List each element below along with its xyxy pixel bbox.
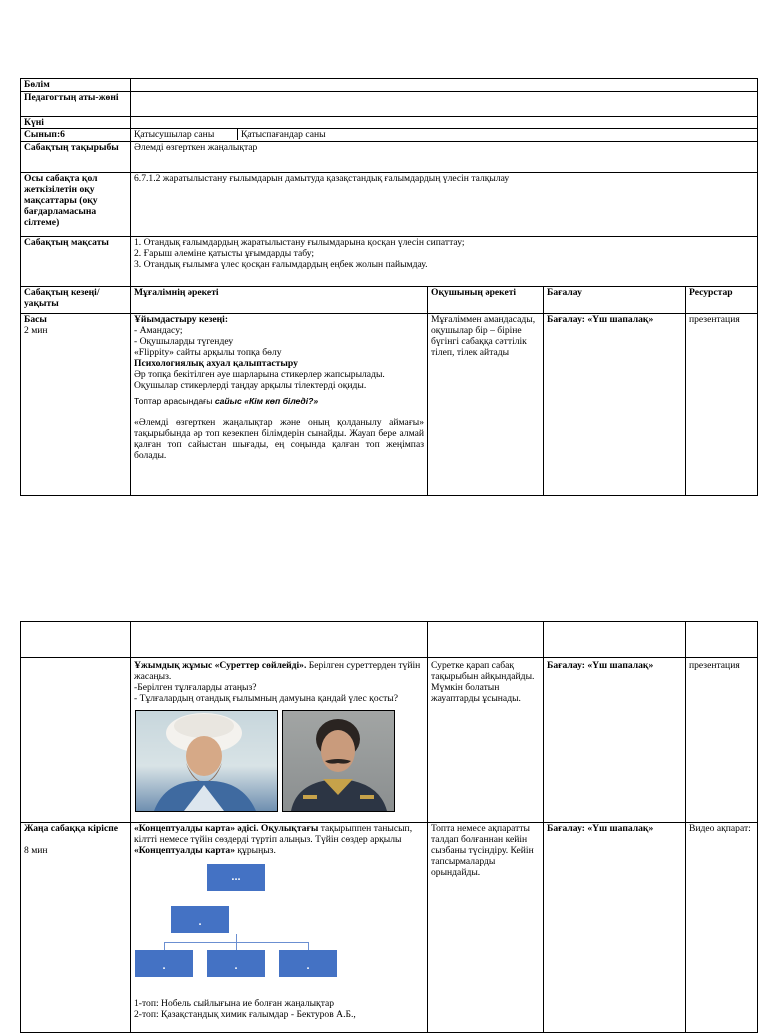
psych-title: Психологиялық ахуал қалыптастыру <box>134 358 298 369</box>
stage-cell-empty <box>21 658 131 823</box>
resource: презентация <box>686 314 758 496</box>
objectives-value: 6.7.1.2 жаратылыстану ғылымдарын дамытуда қазақстандық ғалымдардың үлесін талқылау <box>131 173 758 237</box>
concept-box-mid: . <box>171 906 229 933</box>
student-activity-1: Суретке қарап сабақ тақырыбын айқындайды. Мүмкін болатын жауаптарды ұсынады. <box>428 658 544 823</box>
teacher-label: Педагогтың аты-жөні <box>21 92 131 117</box>
concept-textbook: Оқулықтағы <box>260 823 319 834</box>
org-item: - Оқушыларды түгендеу <box>134 336 234 347</box>
stage-name: Басы <box>24 314 47 325</box>
header-student: Оқушының әрекеті <box>428 287 544 314</box>
header-teacher: Мұғалімнің әрекеті <box>131 287 428 314</box>
student-activity: Мұғаліммен амандасады, оқушылар бір – біріне бүгінгі сабаққа сәттілік тілеп, тілек айтады <box>428 314 544 496</box>
concept-box-top: ... <box>207 864 265 891</box>
teacher-value <box>131 92 758 117</box>
org-item: - Амандасу; <box>134 325 183 336</box>
absent-label: Қатыспағандар саны <box>238 129 329 140</box>
objectives-label: Осы сабақта қол жеткізілетін оқу мақсаттары (оқу бағдарламасына сілтеме) <box>21 173 131 237</box>
grade-label: Сынып:6 <box>21 129 131 142</box>
concept-intro <box>134 823 424 856</box>
concept-box-bottom-3: . <box>279 950 337 977</box>
teacher-activity <box>131 314 428 496</box>
stage2-time: 8 мин <box>24 845 48 856</box>
assessment-2: Бағалау: «Үш шапалақ» <box>544 823 686 1033</box>
student-activity-2: Топта немесе ақпаратты талдап болғаннан кейін сызбаны түсіндіру. Кейін тапсырмаларды орындайды. <box>428 823 544 1033</box>
game-name: сайыс «Кім көп біледі?» <box>214 396 319 406</box>
day-label: Күні <box>21 117 131 129</box>
connector-line <box>308 942 309 950</box>
goal-item: 3. Отандық ғылымға үлес қосқан ғалымдардың еңбек жолын пайымдау. <box>134 259 428 270</box>
group-task-2: 2-топ: Қазақстандық химик ғалымдар - Бектуров А.Б., <box>134 1009 356 1020</box>
stage-time: 2 мин <box>24 325 48 336</box>
topic-label: Сабақтың тақырыбы <box>21 142 131 173</box>
stage2-name: Жаңа сабаққа кіріспе <box>24 823 119 834</box>
assessment: Бағалау: «Үш шапалақ» <box>544 314 686 496</box>
concept-box-bottom-1: . <box>135 950 193 977</box>
scientist-photo-1 <box>135 710 278 812</box>
org-item: «Flippity» сайты арқылы топқа бөлу <box>134 347 282 358</box>
header-assessment: Бағалау <box>544 287 686 314</box>
group-question: - Тұлғалардың отандық ғылымның дамуына қандай үлес қосты? <box>134 693 399 704</box>
psych-text: Әр топқа бекітілген әуе шарларына стикерлер жапсырылады. Оқушылар стикерлерді таңдау арқылы тілектерді оқиды. <box>134 369 385 391</box>
present-label: Қатысушылар саны <box>134 129 215 140</box>
empty-cell <box>686 622 758 658</box>
scientist-photos <box>135 710 424 812</box>
concept-title: «Концептуалды карта» әдісі. <box>134 823 259 834</box>
group-task-1: 1-топ: Нобель сыйлығына ие болған жаңалықтар <box>134 998 335 1009</box>
lesson-plan-table-bottom <box>20 621 758 1033</box>
topic-value: Әлемді өзгерткен жаңалықтар <box>131 142 758 173</box>
scientist-photo-2 <box>282 710 395 812</box>
header-stage: Сабақтың кезеңі/ уақыты <box>21 287 131 314</box>
stage-cell <box>21 314 131 496</box>
group-work-cell <box>131 658 428 823</box>
concept-text2: құрыңыз. <box>235 845 276 856</box>
goal-label: Сабақтың мақсаты <box>21 237 131 287</box>
group-title: Ұжымдық жұмыс «Суреттер сөйлейді». <box>134 660 307 671</box>
connector-line <box>164 942 165 950</box>
concept-map-diagram <box>134 856 424 978</box>
section-value <box>131 79 758 92</box>
day-value <box>131 117 758 129</box>
section-label: Бөлім <box>21 79 131 92</box>
resource-2: Видео ақпарат: <box>686 823 758 1033</box>
group-text: Берілген суреттерден түйін жасаңыз. <box>134 660 421 682</box>
game-prefix: Топтар арасындағы <box>134 396 215 406</box>
concept-text1: тақырыппен танысып, кілтті немесе түйін сөздерді түртіп алыңыз. Түйін сөздер арқылы <box>134 823 413 845</box>
empty-cell <box>544 622 686 658</box>
connector-line <box>236 934 237 950</box>
goal-item: 1. Отандық ғалымдардың жаратылыстану ғылымдарына қосқан үлесін сипаттау; <box>134 237 465 248</box>
group-work-intro <box>134 660 424 682</box>
goals-list <box>131 237 758 287</box>
lesson-plan-table-top <box>20 78 758 496</box>
concept-map-cell <box>131 823 428 1033</box>
group-question: -Берілген тұлғаларды атаңыз? <box>134 682 257 693</box>
resource-1: презентация <box>686 658 758 823</box>
empty-cell <box>428 622 544 658</box>
org-title: Ұйымдастыру кезеңі: <box>134 314 229 325</box>
game-text: «Әлемді өзгерткен жаңалықтар және оның қолданылу аймағы» тақырыбында әр топ кезекпен білімдерін сынайды. Жауап бере алмай қалған топ сайыстан шығады, ең соңында қалған топ жеңімпаз болады. <box>134 417 424 461</box>
concept-map-name: «Концептуалды карта» <box>134 845 235 856</box>
game-line <box>134 396 424 407</box>
concept-box-bottom-2: . <box>207 950 265 977</box>
attendance-cell <box>131 129 758 142</box>
empty-cell <box>131 622 428 658</box>
header-resources: Ресурстар <box>686 287 758 314</box>
empty-cell <box>21 622 131 658</box>
assessment-1: Бағалау: «Үш шапалақ» <box>544 658 686 823</box>
goal-item: 2. Ғарыш әлеміне қатысты ұғымдарды табу; <box>134 248 315 259</box>
stage-cell-2 <box>21 823 131 1033</box>
